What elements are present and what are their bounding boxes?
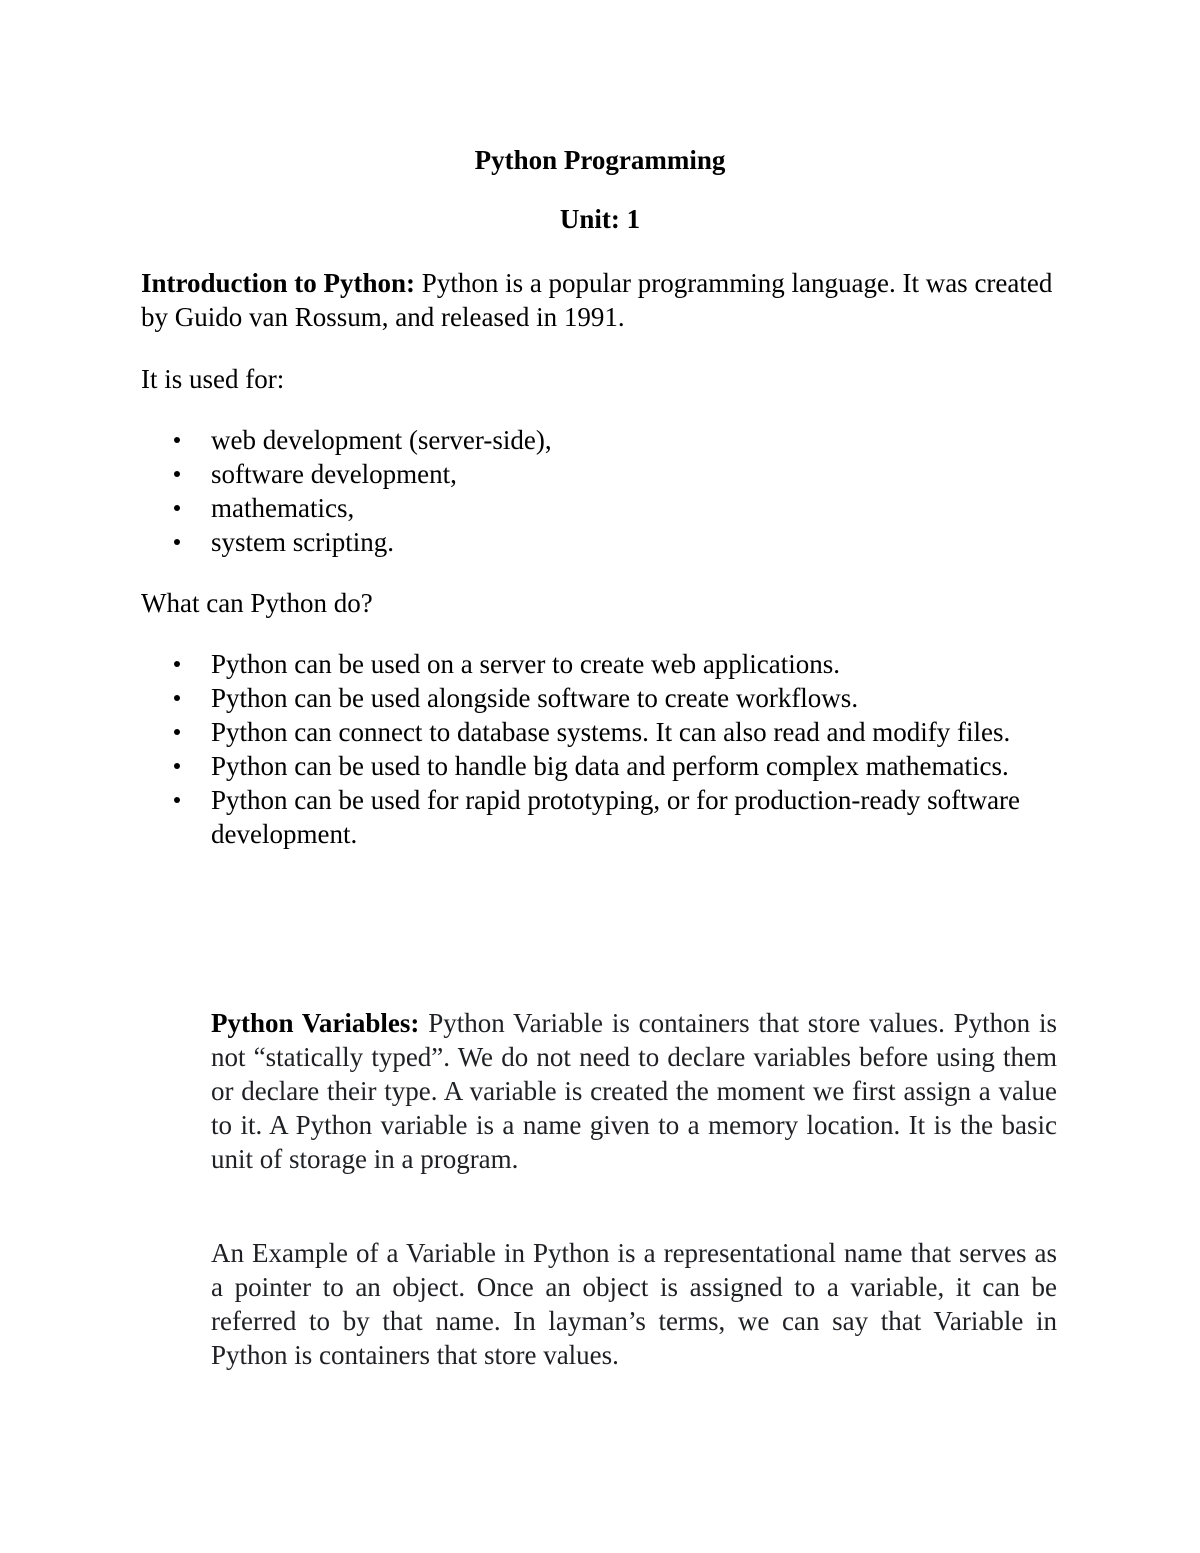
list-item (141, 715, 1057, 749)
intro-paragraph (141, 266, 1061, 334)
used-for-label: It is used for: (141, 364, 285, 394)
intro-text: Python is a popular programming language. It was created by Guido van Rossum, and released in 1991. (141, 268, 1053, 332)
list-item (141, 491, 1057, 525)
list-item-text: mathematics, (211, 493, 355, 523)
list-item (141, 457, 1057, 491)
list-item (141, 525, 1057, 559)
list-item-text: Python can be used for rapid prototyping, or for production-ready software development. (211, 785, 1021, 849)
example-paragraph: An Example of a Variable in Python is a representational name that serves as a pointer to an object. Once an object is assigned to a variable, it can be referred to by that name. In layman’s terms, we can say that Variable in Python is containers that store values. (211, 1238, 1057, 1370)
list-item-text: software development, (211, 459, 457, 489)
list-item (141, 647, 1057, 681)
bullet-icon (174, 763, 180, 769)
variables-paragraph (211, 1006, 1057, 1176)
intro-heading: Introduction to Python: (141, 268, 416, 298)
bullet-icon (174, 437, 180, 443)
list-item (141, 783, 1057, 851)
list-item-text: system scripting. (211, 527, 394, 557)
bullet-icon (174, 797, 180, 803)
list-item (141, 681, 1057, 715)
bullet-icon (174, 505, 180, 511)
bullet-icon (174, 661, 180, 667)
list-item-text: Python can be used on a server to create web applications. (211, 649, 841, 679)
list-item (141, 749, 1057, 783)
can-do-list (141, 647, 1057, 851)
variables-heading: Python Variables: (211, 1008, 420, 1038)
list-item-text: Python can be used alongside software to create workflows. (211, 683, 859, 713)
list-item-text: web development (server-side), (211, 425, 552, 455)
can-do-label: What can Python do? (141, 588, 373, 618)
list-item (141, 423, 1057, 457)
uses-list (141, 423, 1057, 559)
document-title: Python Programming (474, 145, 726, 175)
unit-heading: Unit: 1 (559, 204, 641, 234)
bullet-icon (174, 539, 180, 545)
variables-text: Python Variable is containers that store values. Python is not “statically typed”. We do not need to declare variables before using them or declare their type. A variable is created the moment we first assign a value to it. A Python variable is a name given to a memory location. It is the basic unit of storage in a program. (211, 1008, 1057, 1174)
list-item-text: Python can be used to handle big data and perform complex mathematics. (211, 751, 1009, 781)
list-item-text: Python can connect to database systems. It can also read and modify files. (211, 717, 1011, 747)
bullet-icon (174, 695, 180, 701)
bullet-icon (174, 729, 180, 735)
bullet-icon (174, 471, 180, 477)
